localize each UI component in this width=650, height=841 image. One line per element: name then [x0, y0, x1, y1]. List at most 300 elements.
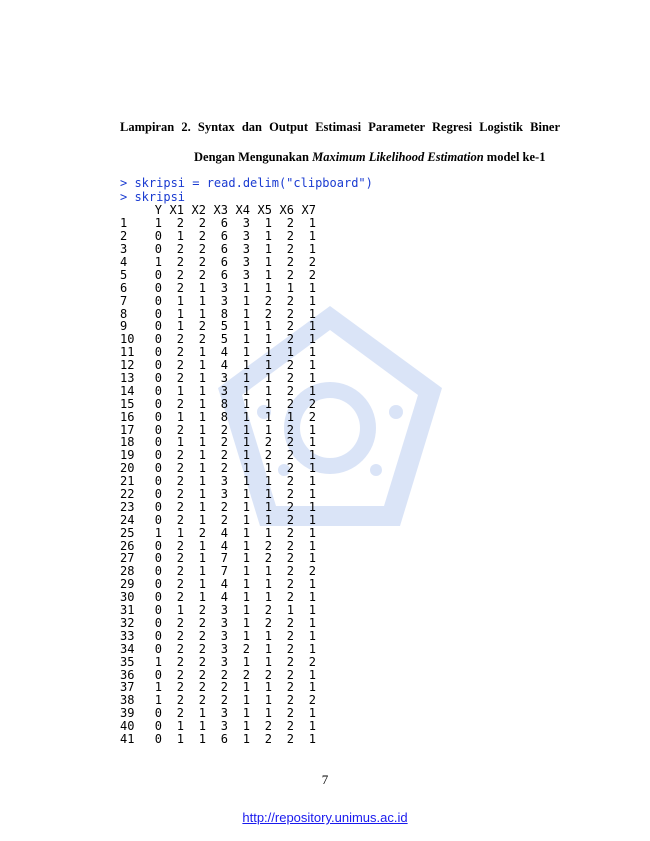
- table-cell: 1: [176, 435, 184, 450]
- table-cell: 1: [198, 719, 206, 734]
- row-number: 31: [120, 603, 135, 618]
- table-cell: 2: [264, 615, 272, 630]
- table-cell: 1: [264, 345, 272, 360]
- table-cell: 1: [308, 422, 316, 437]
- table-row: [120, 475, 316, 488]
- table-cell: 2: [198, 319, 206, 334]
- row-number: 19: [120, 448, 135, 463]
- table-cell: 2: [176, 422, 184, 437]
- table-cell: 0: [154, 332, 162, 347]
- table-cell: 2: [308, 396, 316, 411]
- table-cell: 1: [308, 319, 316, 334]
- table-cell: 2: [286, 538, 294, 553]
- table-cell: 1: [264, 577, 272, 592]
- table-cell: 0: [154, 396, 162, 411]
- table-cell: 2: [308, 255, 316, 269]
- table-cell: 1: [198, 461, 206, 476]
- table-cell: 1: [308, 499, 316, 514]
- table-cell: 1: [308, 280, 316, 295]
- row-number: 38: [120, 693, 135, 708]
- table-cell: 2: [286, 216, 294, 231]
- row-number: 6: [120, 280, 128, 295]
- table-cell: 1: [264, 280, 272, 295]
- console-command-read: > skripsi = read.delim("clipboard"): [120, 176, 373, 190]
- table-cell: 1: [308, 615, 316, 630]
- table-row: [120, 578, 316, 591]
- table-cell: 0: [154, 731, 162, 746]
- table-cell: 3: [220, 654, 228, 669]
- table-cell: 2: [308, 654, 316, 669]
- column-header: X1: [169, 203, 184, 218]
- row-number: 9: [120, 319, 128, 334]
- row-number: 3: [120, 242, 128, 257]
- table-cell: 2: [286, 396, 294, 411]
- table-cell: 1: [308, 667, 316, 682]
- table-cell: 2: [220, 422, 228, 437]
- table-cell: 1: [308, 216, 316, 231]
- table-cell: 5: [220, 332, 228, 347]
- table-cell: 1: [242, 590, 250, 605]
- table-row: [120, 565, 316, 578]
- table-cell: 2: [286, 615, 294, 630]
- table-cell: 1: [242, 628, 250, 643]
- table-cell: 1: [242, 319, 250, 334]
- table-cell: 2: [264, 538, 272, 553]
- column-header: X3: [213, 203, 228, 218]
- row-number: 10: [120, 332, 135, 347]
- table-cell: 1: [198, 577, 206, 592]
- table-cell: 1: [308, 487, 316, 502]
- table-cell: 2: [286, 306, 294, 321]
- row-number: 37: [120, 680, 135, 695]
- table-cell: 1: [242, 706, 250, 721]
- table-cell: 2: [242, 667, 250, 682]
- row-number: 8: [120, 306, 128, 321]
- table-cell: 2: [176, 448, 184, 463]
- table-cell: 1: [264, 461, 272, 476]
- table-cell: 2: [264, 603, 272, 618]
- table-cell: 2: [176, 590, 184, 605]
- table-cell: 4: [220, 525, 228, 540]
- table-cell: 0: [154, 371, 162, 386]
- table-cell: 1: [264, 396, 272, 411]
- table-cell: 0: [154, 267, 162, 282]
- table-cell: 1: [242, 358, 250, 373]
- table-row: [120, 256, 316, 269]
- table-cell: 1: [264, 474, 272, 489]
- console-command-print: > skripsi: [120, 190, 186, 204]
- table-cell: 1: [198, 474, 206, 489]
- table-cell: 2: [286, 422, 294, 437]
- table-cell: 2: [176, 577, 184, 592]
- table-cell: 1: [308, 525, 316, 540]
- table-cell: 1: [198, 383, 206, 398]
- column-header: X7: [301, 203, 316, 218]
- table-cell: 1: [198, 280, 206, 295]
- table-row: [120, 617, 316, 630]
- table-cell: 1: [242, 564, 250, 579]
- table-row: [120, 307, 316, 320]
- table-row: [120, 629, 316, 642]
- table-row: [120, 281, 316, 294]
- table-cell: 3: [220, 719, 228, 734]
- table-row: [120, 539, 316, 552]
- table-cell: 2: [220, 512, 228, 527]
- table-cell: 1: [198, 551, 206, 566]
- table-row: [120, 694, 316, 707]
- table-cell: 2: [286, 719, 294, 734]
- table-cell: 1: [264, 564, 272, 579]
- table-cell: 1: [198, 435, 206, 450]
- table-cell: 2: [198, 680, 206, 695]
- table-cell: 2: [264, 293, 272, 308]
- table-cell: 2: [198, 255, 206, 269]
- table-cell: 1: [198, 564, 206, 579]
- table-cell: 3: [220, 615, 228, 630]
- table-cell: 1: [264, 216, 272, 231]
- table-cell: 1: [286, 603, 294, 618]
- table-cell: 0: [154, 615, 162, 630]
- table-cell: 2: [286, 242, 294, 257]
- table-cell: 1: [264, 371, 272, 386]
- table-cell: 2: [286, 551, 294, 566]
- row-number: 29: [120, 577, 135, 592]
- table-cell: 1: [176, 306, 184, 321]
- row-number: 18: [120, 435, 135, 450]
- table-cell: 1: [242, 409, 250, 424]
- table-cell: 2: [286, 512, 294, 527]
- row-number: 40: [120, 719, 135, 734]
- table-cell: 1: [308, 435, 316, 450]
- table-cell: 1: [154, 216, 162, 231]
- table-cell: 2: [176, 693, 184, 708]
- table-cell: 1: [242, 577, 250, 592]
- table-cell: 1: [242, 280, 250, 295]
- table-cell: 1: [242, 512, 250, 527]
- table-cell: 2: [286, 628, 294, 643]
- row-number: 30: [120, 590, 135, 605]
- table-row: [120, 642, 316, 655]
- table-cell: 1: [242, 680, 250, 695]
- table-cell: 2: [264, 551, 272, 566]
- table-cell: 0: [154, 280, 162, 295]
- table-row: [120, 591, 316, 604]
- row-number: 5: [120, 267, 128, 282]
- table-cell: 0: [154, 422, 162, 437]
- table-cell: 2: [286, 693, 294, 708]
- row-number: 17: [120, 422, 135, 437]
- table-cell: 4: [220, 538, 228, 553]
- table-cell: 0: [154, 293, 162, 308]
- table-cell: 3: [220, 280, 228, 295]
- table-cell: 4: [220, 358, 228, 373]
- table-cell: 2: [286, 255, 294, 269]
- r-console-output: [120, 176, 373, 745]
- table-cell: 2: [286, 564, 294, 579]
- table-cell: 7: [220, 564, 228, 579]
- table-cell: 1: [264, 590, 272, 605]
- row-number: 23: [120, 499, 135, 514]
- table-cell: 2: [176, 538, 184, 553]
- table-cell: 2: [176, 667, 184, 682]
- table-cell: 2: [286, 706, 294, 721]
- table-cell: 1: [198, 590, 206, 605]
- table-row: [120, 500, 316, 513]
- table-cell: 3: [242, 216, 250, 231]
- row-number: 24: [120, 512, 135, 527]
- table-cell: 1: [242, 551, 250, 566]
- table-cell: 0: [154, 474, 162, 489]
- table-cell: 2: [286, 358, 294, 373]
- table-cell: 1: [308, 603, 316, 618]
- table-cell: 1: [242, 345, 250, 360]
- table-cell: 0: [154, 577, 162, 592]
- table-cell: 2: [308, 693, 316, 708]
- table-cell: 2: [176, 216, 184, 231]
- table-cell: 2: [286, 371, 294, 386]
- table-cell: 1: [264, 358, 272, 373]
- table-cell: 1: [176, 319, 184, 334]
- table-cell: 2: [176, 242, 184, 257]
- table-cell: 2: [176, 551, 184, 566]
- table-cell: 2: [198, 525, 206, 540]
- table-cell: 2: [198, 628, 206, 643]
- table-row: [120, 268, 316, 281]
- table-cell: 2: [286, 641, 294, 656]
- table-cell: 3: [242, 255, 250, 269]
- table-cell: 1: [264, 255, 272, 269]
- table-cell: 2: [286, 499, 294, 514]
- table-cell: 0: [154, 641, 162, 656]
- table-cell: 1: [264, 319, 272, 334]
- table-cell: 2: [198, 332, 206, 347]
- row-number: 21: [120, 474, 135, 489]
- table-cell: 0: [154, 306, 162, 321]
- table-cell: 1: [242, 654, 250, 669]
- table-cell: 6: [220, 216, 228, 231]
- table-cell: 1: [154, 693, 162, 708]
- table-cell: 2: [176, 499, 184, 514]
- table-cell: 0: [154, 538, 162, 553]
- table-cell: 1: [176, 603, 184, 618]
- table-cell: 2: [286, 577, 294, 592]
- table-cell: 1: [242, 306, 250, 321]
- table-cell: 3: [242, 242, 250, 257]
- table-cell: 2: [176, 396, 184, 411]
- row-number: 14: [120, 383, 135, 398]
- table-cell: 4: [220, 577, 228, 592]
- table-cell: 1: [176, 525, 184, 540]
- table-cell: 1: [242, 538, 250, 553]
- table-row: [120, 384, 316, 397]
- table-cell: 2: [286, 461, 294, 476]
- table-cell: 4: [220, 590, 228, 605]
- table-cell: 6: [220, 731, 228, 746]
- table-cell: 1: [308, 383, 316, 398]
- table-cell: 2: [198, 229, 206, 244]
- table-cell: 1: [242, 435, 250, 450]
- table-cell: 2: [198, 615, 206, 630]
- table-cell: 1: [154, 654, 162, 669]
- table-cell: 2: [176, 255, 184, 269]
- table-cell: 2: [286, 654, 294, 669]
- table-cell: 0: [154, 242, 162, 257]
- repository-link[interactable]: http://repository.unimus.ac.id: [242, 810, 408, 825]
- table-cell: 1: [264, 229, 272, 244]
- table-cell: 1: [242, 499, 250, 514]
- table-cell: 2: [176, 358, 184, 373]
- table-cell: 1: [264, 680, 272, 695]
- table-cell: 2: [220, 667, 228, 682]
- table-row: [120, 604, 316, 617]
- table-row: [120, 720, 316, 733]
- table-cell: 2: [176, 474, 184, 489]
- table-cell: 1: [264, 422, 272, 437]
- table-cell: 1: [198, 422, 206, 437]
- table-cell: 2: [286, 487, 294, 502]
- table-cell: 2: [286, 383, 294, 398]
- table-cell: 1: [264, 332, 272, 347]
- table-cell: 1: [154, 525, 162, 540]
- table-cell: 8: [220, 409, 228, 424]
- table-cell: 1: [286, 409, 294, 424]
- table-row: [120, 230, 316, 243]
- table-cell: 1: [264, 409, 272, 424]
- table-cell: 2: [198, 641, 206, 656]
- table-cell: 1: [264, 487, 272, 502]
- column-header: X5: [257, 203, 272, 218]
- table-cell: 5: [220, 319, 228, 334]
- table-cell: 3: [220, 293, 228, 308]
- table-cell: 1: [198, 409, 206, 424]
- table-cell: 1: [264, 641, 272, 656]
- table-cell: 3: [242, 229, 250, 244]
- table-cell: 2: [286, 448, 294, 463]
- table-cell: 1: [264, 654, 272, 669]
- table-row: [120, 423, 316, 436]
- table-row: [120, 488, 316, 501]
- table-cell: 1: [264, 499, 272, 514]
- row-number: 16: [120, 409, 135, 424]
- appendix-title: Lampiran 2. Syntax dan Output Estimasi Parameter Regresi Logistik Biner: [120, 120, 560, 134]
- row-number: 26: [120, 538, 135, 553]
- table-cell: 2: [220, 435, 228, 450]
- table-cell: 1: [242, 461, 250, 476]
- table-cell: 2: [176, 706, 184, 721]
- table-row: [120, 320, 316, 333]
- row-number: 13: [120, 371, 135, 386]
- table-cell: 3: [220, 474, 228, 489]
- table-cell: 1: [242, 448, 250, 463]
- table-cell: 1: [198, 371, 206, 386]
- row-number: 35: [120, 654, 135, 669]
- table-cell: 2: [286, 474, 294, 489]
- table-cell: 0: [154, 345, 162, 360]
- table-cell: 2: [286, 293, 294, 308]
- table-cell: 1: [264, 628, 272, 643]
- table-cell: 2: [176, 487, 184, 502]
- table-cell: 1: [154, 680, 162, 695]
- table-cell: 1: [308, 332, 316, 347]
- table-cell: 2: [264, 667, 272, 682]
- table-cell: 0: [154, 628, 162, 643]
- table-cell: 3: [220, 603, 228, 618]
- table-cell: 2: [176, 615, 184, 630]
- table-cell: 2: [286, 267, 294, 282]
- table-cell: 7: [220, 551, 228, 566]
- table-cell: 1: [286, 280, 294, 295]
- table-cell: 2: [308, 267, 316, 282]
- table-row: [120, 333, 316, 346]
- table-cell: 0: [154, 319, 162, 334]
- table-cell: 1: [308, 448, 316, 463]
- row-number: 1: [120, 216, 128, 231]
- column-header: X2: [191, 203, 206, 218]
- table-cell: 1: [242, 396, 250, 411]
- table-row: [120, 552, 316, 565]
- table-cell: 1: [308, 371, 316, 386]
- table-cell: 1: [264, 512, 272, 527]
- row-number: 33: [120, 628, 135, 643]
- table-cell: 3: [220, 706, 228, 721]
- column-header: Y: [154, 203, 162, 218]
- column-header: X6: [279, 203, 294, 218]
- table-cell: 1: [242, 615, 250, 630]
- table-cell: 6: [220, 267, 228, 282]
- table-row: [120, 372, 316, 385]
- table-cell: 0: [154, 667, 162, 682]
- table-cell: 2: [176, 332, 184, 347]
- table-cell: 1: [308, 641, 316, 656]
- table-cell: 3: [220, 487, 228, 502]
- table-cell: 2: [286, 525, 294, 540]
- table-cell: 1: [154, 255, 162, 269]
- table-cell: 1: [264, 267, 272, 282]
- table-cell: 2: [198, 216, 206, 231]
- row-number: 2: [120, 229, 128, 244]
- table-row: [120, 449, 316, 462]
- table-cell: 0: [154, 461, 162, 476]
- table-cell: 0: [154, 409, 162, 424]
- table-cell: 1: [308, 577, 316, 592]
- table-body: [120, 217, 316, 746]
- table-cell: 1: [242, 332, 250, 347]
- table-cell: 0: [154, 229, 162, 244]
- table-cell: 0: [154, 719, 162, 734]
- table-cell: 1: [198, 358, 206, 373]
- table-cell: 3: [220, 641, 228, 656]
- table-cell: 2: [264, 306, 272, 321]
- table-cell: 2: [220, 448, 228, 463]
- table-cell: 2: [286, 229, 294, 244]
- table-cell: 1: [308, 538, 316, 553]
- table-cell: 2: [286, 435, 294, 450]
- table-cell: 1: [242, 371, 250, 386]
- table-row: [120, 733, 316, 746]
- table-cell: 1: [198, 731, 206, 746]
- table-cell: 8: [220, 396, 228, 411]
- row-number: 34: [120, 641, 135, 656]
- table-cell: 1: [198, 293, 206, 308]
- table-cell: 2: [176, 680, 184, 695]
- table-row: [120, 707, 316, 720]
- table-cell: 2: [220, 499, 228, 514]
- table-cell: 1: [308, 719, 316, 734]
- table-cell: 2: [242, 641, 250, 656]
- table-cell: 1: [264, 706, 272, 721]
- table-row: [120, 655, 316, 668]
- row-number: 7: [120, 293, 128, 308]
